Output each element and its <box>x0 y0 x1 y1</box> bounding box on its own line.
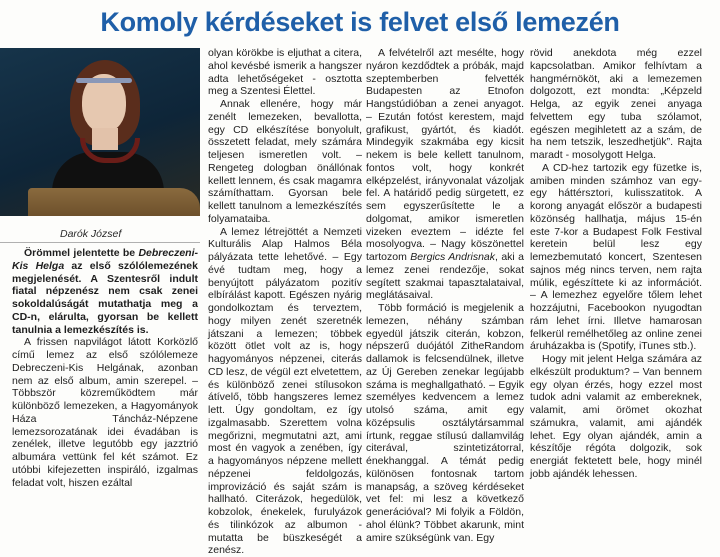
article-paragraph: A frissen napvilágot látott Korközlő című lemez az első szólólemeze Debreczeni-Kis Helgának, azonban nem az első album, amin szerepel. – Többször közreműködtem már különböző lemezeken, a Hagyományok Háza Táncház-Népzene lemezsorozatának idei évadában is zenélek, illetve legutóbb egy jazztrió albumára vettünk fel két számot. Ez utóbbi kifejezetten inspiráló, izgalmas feladat volt, hiszen ezáltal <box>12 336 198 489</box>
article-paragraph: Annak ellenére, hogy már zenélt lemezeken, bevallotta, egy CD elkészítése bonyolult, összetett feladat, mely számára teljesen ismeretlen volt. – Rengeteg dologban önállónak kellett lennem, és csak magamra számíthattam. Gyorsan bele kellett tanulnom a lemezkészítés folyamataiba. <box>208 98 362 226</box>
lead-text-post: az első szólólemezének megjelenését. A Szentesről indult fiatal népzenész nem csak zenei sokoldalúságát mutathatja meg a CD-n, elárulta, gyorsan be kellett tanulnia a lemezkészítés is. <box>12 260 198 336</box>
article-headline: Komoly kérdéseket is felvet első lemezén <box>0 2 720 42</box>
photo-zither <box>28 188 200 216</box>
photo-headband <box>76 78 132 83</box>
producer-name: Bergics Andrisnak <box>410 251 495 263</box>
article-paragraph: A CD-hez tartozik egy füzetke is, amiben minden számhoz van egy-egy háttérsztori, kulisszatitok. A korong anyagát először a budapesti közönség hallhatja, május 15-én este 7-kor a Budapest Folk Festival keretein belül lesz egy lemezbemutató koncert, Szentesen sajnos még nincs terven, nem rajta múlik, egészíttete ki az információt. – A lemezhez egyelőre tőlem lehet hozzájutni, Facebookon nyugodtan rám lehet írni. Illetve hamarosan felkerül remélhetőleg az online zenei áruházakba is (Spotify, iTunes stb.). <box>530 162 702 353</box>
article-paragraph: Több formáció is megjelenik a lemezen, néhány számban egyedül játszik citerán, kobzon, népszerű duójától ZitheRandom dallamok is felcsendülnek, illetve az Új Gereben zenekar legújabb száma is meghallgatható. – Egyik személyes kedvencem a lemez utolsó száma, amit egy középsulis osztálytársammal írtunk, reggae stílusú dallamvilág citerával, szintetizátorral, énekhanggal. A témát pedig különösen fontosnak tartom manapság, a szöveg kérdéseket vet fel: mi lesz a következő generációval? Mi folyik a Földön, ahol élünk? Többet akarunk, mint amire szükségünk van. Egy <box>366 302 524 544</box>
paragraph-text-end: , aki a lemez zenei rendezője, sokat segített szakmai tapasztalataival, meglátásaival. <box>366 251 524 301</box>
credit-divider <box>0 242 200 243</box>
article-paragraph: A lemez létrejöttét a Nemzeti Kulturális Alap Halmos Béla pályázata tette lehetővé. – Egy évé tudtam meg, hogy a benyújtott pályázatom pozitív elbírálást kapott. Egészen nyárig gondolkoztam és terveztem, hogy milyen zenét szeretnék játszani a lemezen; többek között ötlet volt az is, hogy hagyományos népzenei, citerás CD lesz, de végül ezt elvetettem, és különböző zenei stílusokon átívelő, több hangszeres lemez lett. Úgy gondoltam, ez így izgalmasabb. Szerettem volna megőrizni, megmutatni azt, ami most én vagyok a zenében, így a hagyományos népzene mellett népzenei feldolgozás, improvizáció és saját szám is hallható. Citerázok, hegedülök, kobzolok, énekelek, furulyázok és tilinkózok az albumon - mutatta be büszkeségét a zenész. <box>208 226 362 557</box>
article-paragraph <box>366 47 524 302</box>
article-column-1 <box>12 247 198 489</box>
article-paragraph: rövid anekdota még ezzel kapcsolatban. Amikor felhívtam a hangmérnököt, aki a lemezemen dolgozott, ezt mondta: „Képzeld Helga, az egyik zenei anyaga felvettem egy tuba szólamot, egészen megihletett az a szám, de ha nem tetszik, leszedhetjük”. Rajta maradt - mosolygott Helga. <box>530 47 702 162</box>
article-lead <box>12 247 198 336</box>
article-photo <box>0 48 200 216</box>
article-column-2 <box>208 47 362 557</box>
article-column-4 <box>530 47 702 481</box>
paragraph-text: A felvételről azt mesélte, hogy nyáron kezdődtek a próbák, majd szeptemberben felvették Budapesten az Etnofon Hangstúdióban a zenei anyagot. – Ezután fotóst kerestem, majd grafikust, gyártót, és kiadót. Mindegyik szakmába egy kicsit nekem is bele kellett tanulnom, fontos volt, hogy konkrét elképzelést, irányvonalat vázoljak fel. A határidő pedig sürgetett, ez sem egyszerűsítette le a dolgomat, amikor ismeretlen vizeken eveztem – idézte fel mosolyogva. – Nagy köszönettel tartozom <box>366 47 524 263</box>
article-paragraph: Hogy mit jelent Helga számára az elkészült produktum? – Van bennem egy olyan érzés, hogy ezzel most tudok adni valamit az embereknek, valamit, ami örömet okozhat számukra, valamit, ami ajándék lehet. Egy olyan ajándék, amin a készítője régóta dolgozik, sok energiát fektetett bele, hogy minél jobb ajándék lehessen. <box>530 353 702 481</box>
lead-artist-name: Debreczeni-Kis Helga <box>12 247 198 272</box>
article-paragraph: olyan körökbe is eljuthat a citera, ahol kevésbé ismerik a hangszer adta lehetőségeket - osztotta meg a Szentesi Élettel. <box>208 47 362 98</box>
article-column-3 <box>366 47 524 544</box>
photo-credit: Darók József <box>60 228 200 242</box>
lead-text-pre: Örömmel jelentette be <box>24 247 138 259</box>
